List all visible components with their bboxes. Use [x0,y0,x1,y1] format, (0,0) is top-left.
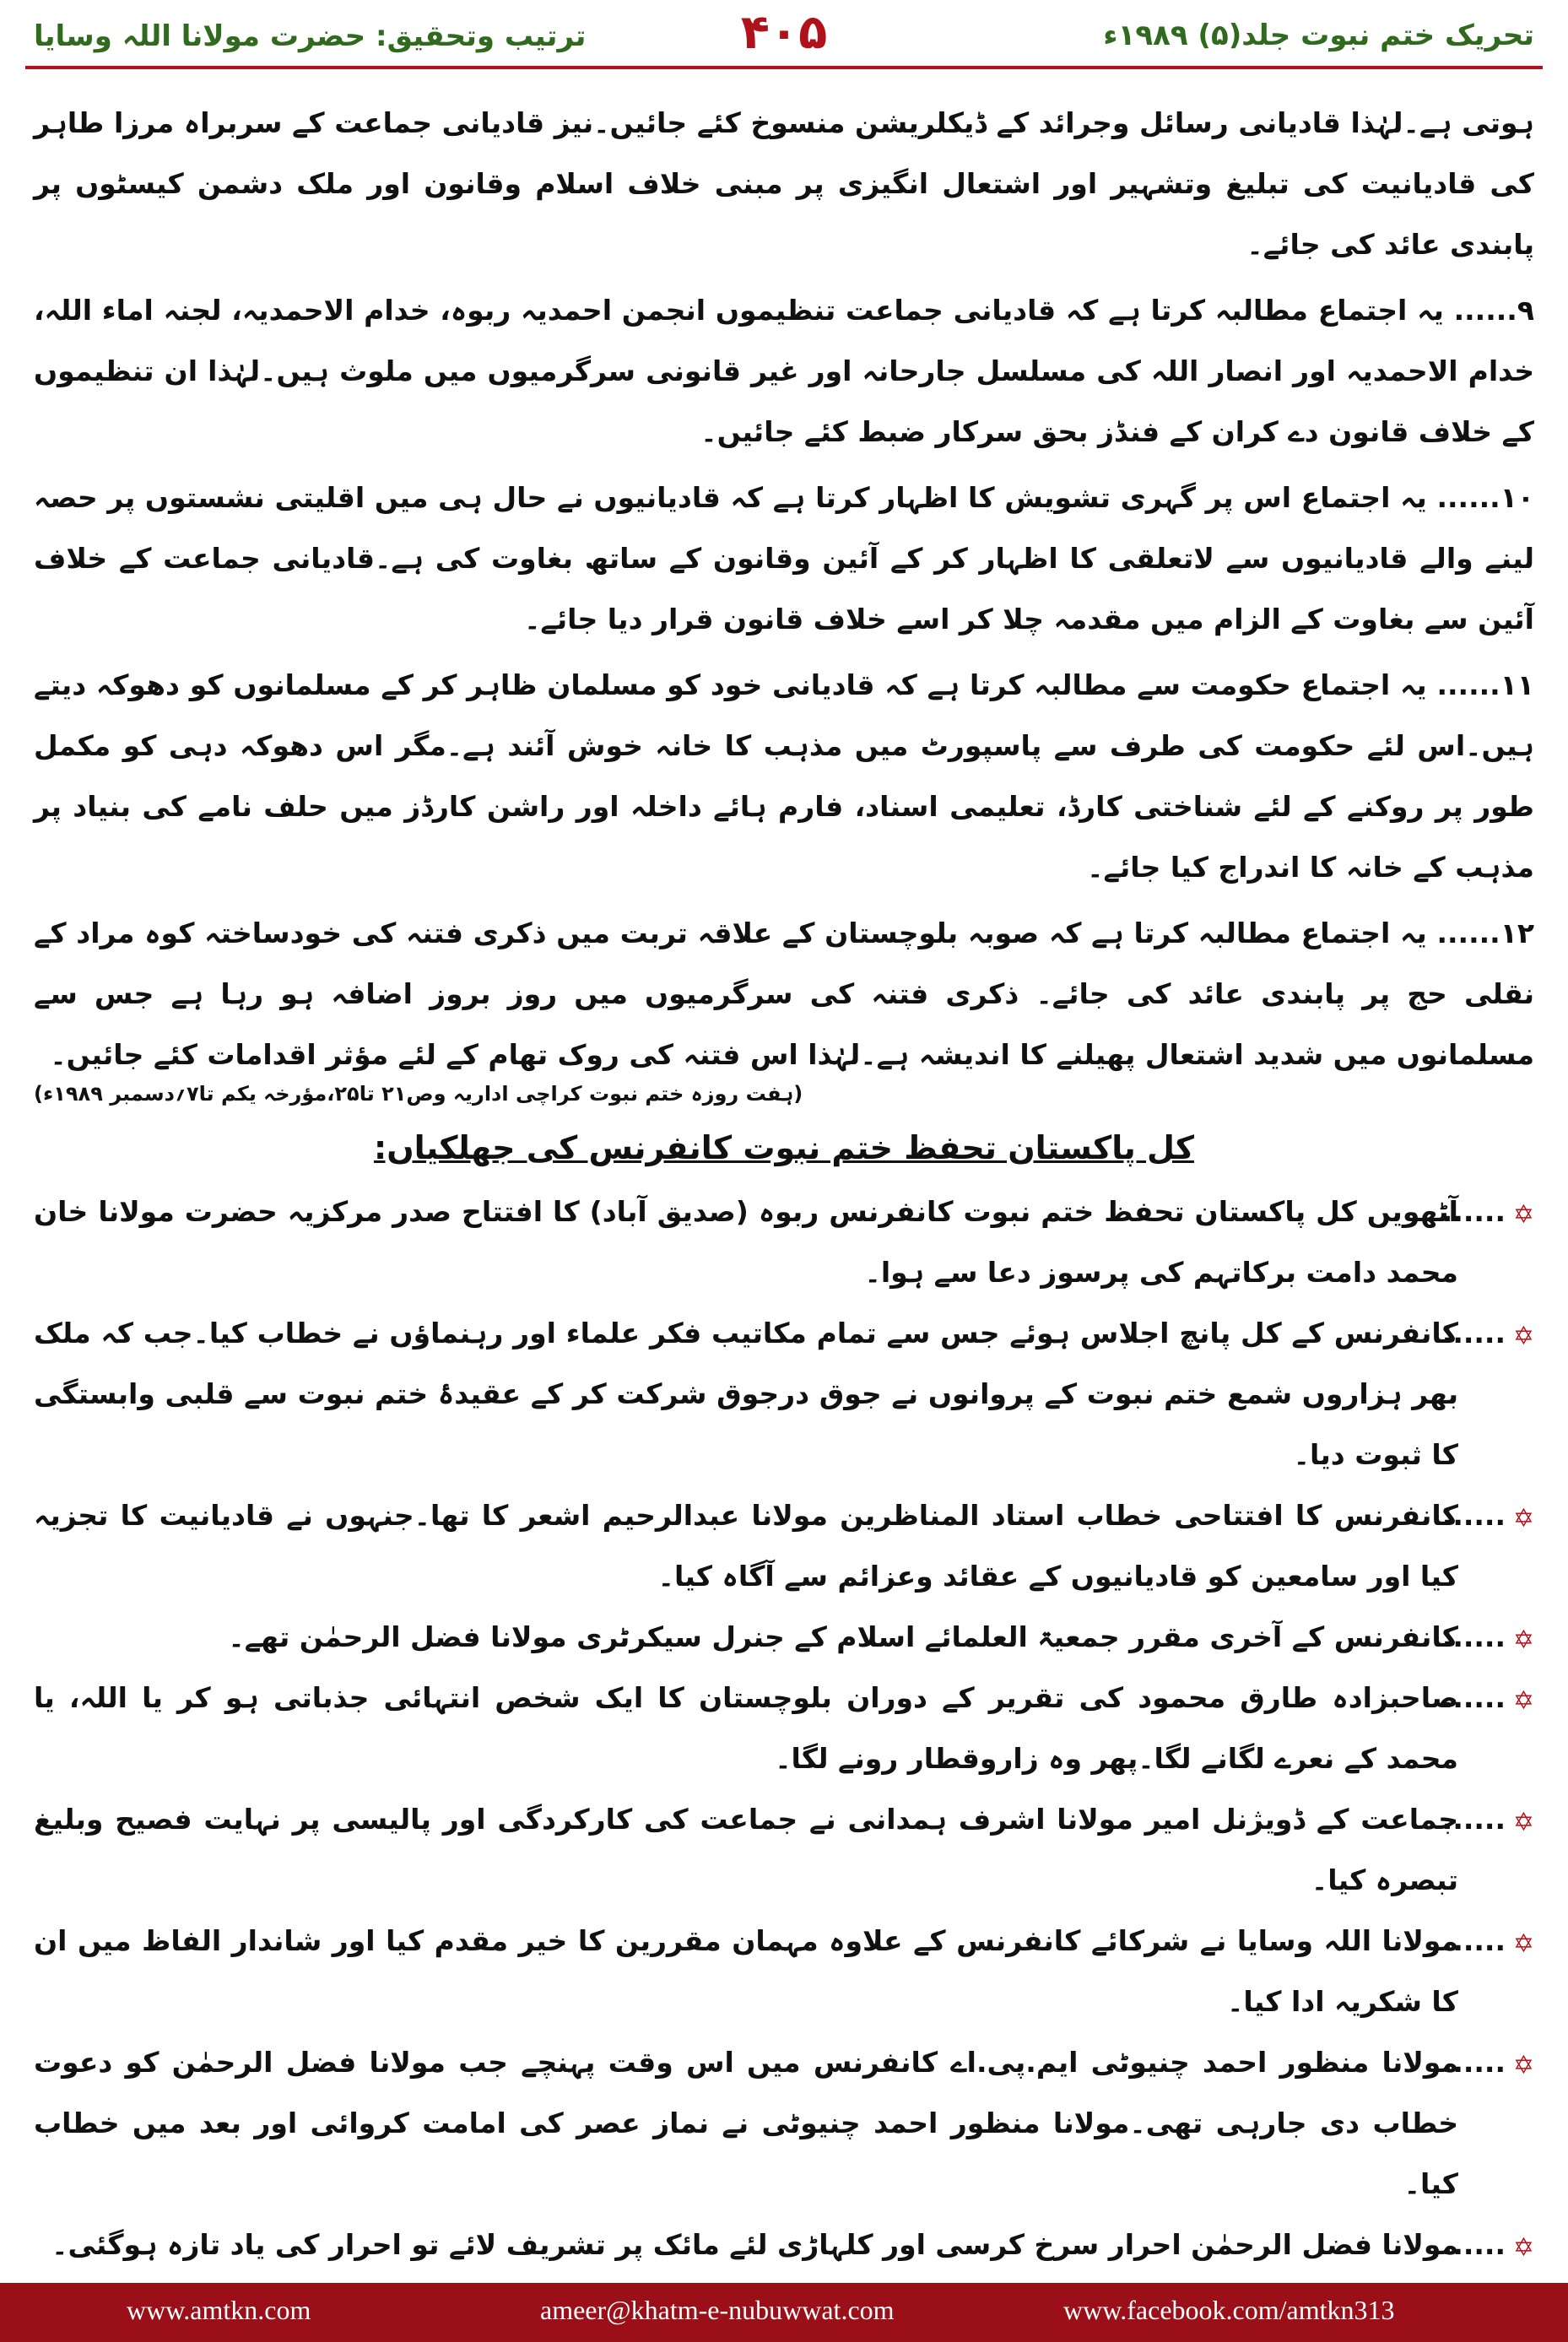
section-title: کل پاکستان تحفظ ختم نبوت کانفرنس کی جھلکیاں: [374,1129,1194,1166]
page-number: ۴۰۵ [740,5,828,60]
list-item: ✡ ...... صاحبزادہ طارق محمود کی تقریر کے دوران بلوچستان کا ایک شخص انتہائی جذباتی ہو کر یا اللہ، یا محمد کے نعرے لگانے لگا۔پھر وہ زاروقطار رونے لگا۔ [34,1668,1534,1789]
bullet-list [34,1182,1534,2275]
list-item: ✡ ...... مولانا فضل الرحمٰن احرار سرخ کرسی اور کلہاڑی لئے مائک پر تشریف لائے تو احرار کی یاد تازہ ہوگئی۔ [34,2215,1534,2275]
star-icon: ✡ [1512,2233,1534,2263]
list-item: ✡ ...... کانفرنس کے آخری مقرر جمعیۃ العلمائے اسلام کے جنرل سیکرٹری مولانا فضل الرحمٰن تھے۔ [34,1607,1534,1668]
email-link[interactable]: ameer@khatm-e-nubuwwat.com [540,2295,895,2325]
star-icon: ✡ [1512,1808,1534,1837]
star-icon: ✡ [1512,1929,1534,1959]
list-item: ✡ ...... مولانا منظور احمد چنیوٹی ایم.پی.اے کانفرنس میں اس وقت پہنچے جب مولانا فضل الرحمٰن کو دعوت خطاب دی جارہی تھی۔مولانا منظور احمد چنیوٹی نے نماز عصر کی امامت کروائی اور بعد میں خطاب کیا۔ [34,2032,1534,2215]
paragraph: ۹...... یہ اجتماع مطالبہ کرتا ہے کہ قادیانی جماعت تنظیموں انجمن احمدیہ ربوہ، خدام الاحمدیہ، لجنہ اماء اللہ، خدام الاحمدیہ اور انصار اللہ کی مسلسل جارحانہ اور غیر قانونی سرگرمیوں میں ملوث ہیں۔لہٰذا ان تنظیموں کے خلاف قانون دے کران کے فنڈز بحق سرکار ضبط کئے جائیں۔ [34,280,1534,462]
paragraph: ۱۰...... یہ اجتماع اس پر گہری تشویش کا اظہار کرتا ہے کہ قادیانیوں نے حال ہی میں اقلیتی نشستوں پر حصہ لینے والے قادیانیوں سے لاتعلقی کا اظہار کر کے آئین وقانون کے ساتھ بغاوت کی ہے۔قادیانی جماعت کے خلاف آئین سے بغاوت کے الزام میں مقدمہ چلا کر اسے خلاف قانون قرار دیا جائے۔ [34,468,1534,650]
star-icon: ✡ [1512,2051,1534,2080]
paragraph: ۱۲...... یہ اجتماع مطالبہ کرتا ہے کہ صوبہ بلوچستان کے علاقہ تربت میں ذکری فتنہ کی خودساختہ کوہ مراد کے نقلی حج پر پابندی عائد کی جائے۔ ذکری فتنہ کی سرگرمیوں میں روز بروز اضافہ ہو رہا ہے جس سے مسلمانوں میں شدید اشتعال پھیلنے کا اندیشہ ہے۔لہٰذا اس فتنہ کی روک تھام کے لئے مؤثر اقدامات کئے جائیں۔ [34,903,1534,1085]
star-icon: ✡ [1512,1200,1534,1230]
list-item: ✡ ...... کانفرنس کا افتتاحی خطاب استاد المناظرین مولانا عبدالرحیم اشعر کا تھا۔جنہوں نے قادیانیت کا تجزیہ کیا اور سامعین کو قادیانیوں کے عقائد وعزائم سے آگاہ کیا۔ [34,1485,1534,1607]
page-body [34,93,1534,2275]
facebook-link[interactable]: www.facebook.com/amtkn313 [1063,2295,1395,2325]
item-number: ۹...... [1453,294,1534,327]
page-footer [0,2283,1568,2342]
list-item: ✡ ...... جماعت کے ڈویژنل امیر مولانا اشرف ہمدانی نے جماعت کی کارکردگی اور پالیسی پر نہایت فصیح وبلیغ تبصرہ کیا۔ [34,1789,1534,1911]
compiler-credit: ترتیب وتحقیق: حضرت مولانا اللہ وسایا [34,19,587,53]
star-icon: ✡ [1512,1322,1534,1351]
website-link[interactable]: www.amtkn.com [127,2295,311,2325]
list-item: ✡ ...... آٹھویں کل پاکستان تحفظ ختم نبوت کانفرنس ربوہ (صدیق آباد) کا افتتاح صدر مرکزیہ حضرت مولانا خان محمد دامت برکاتہم کی پرسوز دعا سے ہوا۔ [34,1182,1534,1303]
paragraph: ہوتی ہے۔لہٰذا قادیانی رسائل وجرائد کے ڈیکلریشن منسوخ کئے جائیں۔نیز قادیانی جماعت کے سربراہ مرزا طاہر کی قادیانیت کی تبلیغ وتشہیر اور اشتعال انگیزی پر مبنی خلاف اسلام وقانون اور ملک دشمن کیسٹوں پر پابندی عائد کی جائے۔ [34,106,1534,261]
citation: (ہفت روزہ ختم نبوت کراچی اداریہ وص۲۱ تا۲۵،مؤرخہ یکم تا۷؍دسمبر ۱۹۸۹ء) [34,1082,803,1106]
book-title: تحریک ختم نبوت جلد(۵) ۱۹۸۹ء [1103,19,1534,52]
list-item: ✡ ...... مولانا اللہ وسایا نے شرکائے کانفرنس کے علاوہ مہمان مقررین کا خیر مقدم کیا اور شاندار الفاظ میں ان کا شکریہ ادا کیا۔ [34,1911,1534,2032]
star-icon: ✡ [1512,1504,1534,1533]
star-icon: ✡ [1512,1625,1534,1655]
item-number: ۱۱...... [1436,668,1534,701]
paragraph: ۱۱...... یہ اجتماع حکومت سے مطالبہ کرتا ہے کہ قادیانی خود کو مسلمان ظاہر کر کے مسلمانوں کو دھوکہ دیتے ہیں۔اس لئے حکومت کی طرف سے پاسپورٹ میں مذہب کا خانہ خوش آئند ہے۔مگر اس دھوکہ دہی کو مکمل طور پر روکنے کے لئے شناختی کارڈ، تعلیمی اسناد، فارم ہائے داخلہ اور راشن کارڈز میں حلف نامے کی بنیاد پر مذہب کے خانہ کا اندراج کیا جائے۔ [34,655,1534,898]
item-number: ۱۲...... [1436,917,1534,949]
star-icon: ✡ [1512,1686,1534,1716]
item-number: ۱۰...... [1436,481,1534,514]
list-item: ✡ ...... کانفرنس کے کل پانچ اجلاس ہوئے جس سے تمام مکاتیب فکر علماء اور رہنماؤں نے خطاب کیا۔جب کہ ملک بھر ہزاروں شمع ختم نبوت کے پروانوں نے جوق درجوق شرکت کر کے عقیدۂ ختم نبوت سے قلبی وابستگی کا ثبوت دیا۔ [34,1303,1534,1485]
header-divider [25,66,1543,69]
page-header [0,0,1568,68]
